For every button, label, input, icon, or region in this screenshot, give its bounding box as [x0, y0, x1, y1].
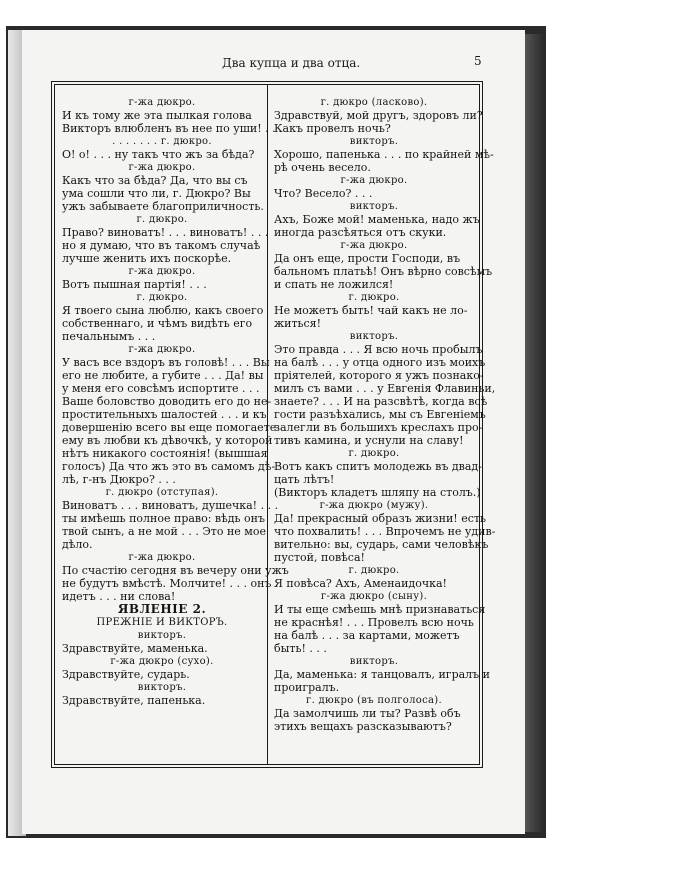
dialogue-line: Какъ что за бѣда? Да, что вы съ: [62, 174, 248, 187]
speaker-name: . . . . . . . г. дюкро.: [112, 136, 212, 147]
dialogue-line: быть! . . .: [274, 642, 327, 655]
dialogue-line: ему въ любви къ дѣвочкѣ, у которой: [62, 434, 273, 447]
dialogue-line: бальномъ платьѣ! Онъ вѣрно совсѣмъ: [274, 265, 493, 278]
dialogue-line: Викторъ влюбленъ въ нее по уши! . . .: [62, 122, 283, 135]
dialogue-line: лучше женить ихъ поскорѣе.: [62, 252, 232, 265]
dialogue-line: вительно: вы, сударь, сами человѣкъ: [274, 538, 489, 551]
speaker-name: викторъ.: [137, 630, 187, 641]
dialogue-line: Здравствуйте, сударь.: [62, 668, 190, 681]
dialogue-line: Я твоего сына люблю, какъ своего: [62, 304, 264, 317]
dialogue-line: Ваше боловство доводить его до не-: [62, 395, 272, 408]
dialogue-line: голосъ) Да что жъ это въ самомъ дѣ-: [62, 460, 276, 473]
page-number: 5: [474, 54, 482, 68]
dialogue-line: цать лѣтъ!: [274, 473, 335, 486]
dialogue-line: его не любите, а губите . . . Да! вы: [62, 369, 264, 382]
dialogue-line: Это правда . . . Я всю ночь пробылъ: [274, 343, 483, 356]
page-edge: [525, 34, 543, 832]
speaker-name: г. дюкро.: [348, 565, 400, 576]
speaker-name: г. дюкро (въ полголоса).: [306, 695, 442, 706]
dialogue-line: Что? Весело? . . .: [274, 187, 373, 200]
dialogue-line: дѣло.: [62, 538, 93, 551]
speaker-name: г. дюкро.: [348, 448, 400, 459]
speaker-name: г. дюкро.: [136, 292, 188, 303]
speaker-name: г-жа дюкро.: [128, 344, 196, 355]
speaker-name: г-жа дюкро (сухо).: [110, 656, 214, 667]
dialogue-line: (Викторъ кладетъ шляпу на столъ.): [274, 486, 481, 499]
dialogue-line: не краснѣя! . . . Провелъ всю ночь: [274, 616, 474, 629]
page-header: [22, 56, 525, 74]
dialogue-line: Да, маменька: я танцовалъ, игралъ и: [274, 668, 490, 681]
speaker-name: г-жа дюкро.: [340, 240, 408, 251]
dialogue-line: идетъ . . . ни слова!: [62, 590, 176, 603]
speaker-name: г-жа дюкро.: [128, 162, 196, 173]
speaker-name: г. дюкро (ласково).: [320, 97, 428, 108]
speaker-name: г-жа дюкро.: [128, 97, 196, 108]
speaker-name: викторъ.: [349, 201, 399, 212]
dialogue-line: иногда разсѣяться отъ скуки.: [274, 226, 447, 239]
speaker-name: г. дюкро.: [348, 292, 400, 303]
speaker-name: г-жа дюкро.: [128, 266, 196, 277]
dialogue-line: ты имѣешь полное право: вѣдь онъ: [62, 512, 265, 525]
left-column: [62, 96, 289, 707]
dialogue-line: простительныхъ шалостей . . . и къ: [62, 408, 267, 421]
dialogue-line: милъ съ вами . . . у Евгенія Флавиньи,: [274, 382, 496, 395]
speaker-name: викторъ.: [349, 656, 399, 667]
dialogue-line: залегли въ большихъ креслахъ про-: [274, 421, 483, 434]
dialogue-line: пустой, повѣса!: [274, 551, 365, 564]
dialogue-line: у меня его совсѣмъ испортите . . .: [62, 382, 260, 395]
dialogue-line: Да онъ еще, прости Господи, въ: [274, 252, 461, 265]
dialogue-line: нѣтъ никакого состоянія! (вышшая: [62, 447, 268, 460]
dialogue-line: Право? виноватъ! . . . виноватъ! . . .: [62, 226, 269, 239]
dialogue-line: лѣ, г-нъ Дюкро? . . .: [62, 473, 176, 486]
dialogue-line: не будутъ вмѣстѣ. Молчите! . . . онъ: [62, 577, 272, 590]
dialogue-line: печальнымъ . . .: [62, 330, 156, 343]
dialogue-line: Да! прекрасный образъ жизни! есть: [274, 512, 486, 525]
speaker-name: г-жа дюкро (сыну).: [320, 591, 428, 602]
dialogue-line: Вотъ какъ спитъ молодежь въ двад-: [274, 460, 482, 473]
dialogue-line: на балѣ . . . у отца одного изъ моихъ: [274, 356, 486, 369]
dialogue-line: По счастію сегодня въ вечеру они ужъ: [62, 564, 289, 577]
running-head: Два купца и два отца.: [222, 56, 361, 70]
dialogue-line: И ты еще смѣешь мнѣ признаваться: [274, 603, 486, 616]
right-column: [274, 96, 496, 733]
dialogue-line: и спать не ложился!: [274, 278, 394, 291]
scene-heading: ЯВЛЕНІЕ 2.: [117, 602, 207, 616]
dialogue-line: Здравствуйте, папенька.: [62, 694, 206, 707]
dialogue-line: житься!: [274, 317, 322, 330]
speaker-name: викторъ.: [137, 682, 187, 693]
dialogue-line: О! о! . . . ну такъ что жъ за бѣда?: [62, 148, 255, 161]
dialogue-line: твой сынъ, а не мой . . . Это не мое: [62, 525, 266, 538]
speaker-name: г-жа дюкро.: [340, 175, 408, 186]
dialogue-line: Я повѣса? Ахъ, Аменаидочка!: [274, 577, 447, 590]
dialogue-line: Здравствуйте, маменька.: [62, 642, 208, 655]
dialogue-line: Ахъ, Боже мой! маменька, надо жъ: [274, 213, 480, 226]
dialogue-line: ужъ забываете благоприличность.: [62, 200, 264, 213]
speaker-name: викторъ.: [349, 136, 399, 147]
dialogue-line: рѣ очень весело.: [274, 161, 371, 174]
dialogue-line: гости разъѣхались, мы съ Евгеніемъ: [274, 408, 486, 421]
dialogue-line: тивъ камина, и уснули на славу!: [274, 434, 464, 447]
dialogue-line: Да замолчишь ли ты? Развѣ объ: [274, 707, 461, 720]
dialogue-line: пріятелей, которого я ужъ познако-: [274, 369, 484, 382]
dialogue-line: этихъ вещахъ разсказываютъ?: [274, 720, 452, 733]
dialogue-line: знаете? . . . И на разсвѣтѣ, когда всѣ: [274, 395, 488, 408]
speaker-name: г-жа дюкро (мужу).: [319, 500, 429, 511]
dialogue-line: но я думаю, что въ такомъ случаѣ: [62, 239, 261, 252]
dialogue-line: Хорошо, папенька . . . по крайней мѣ-: [274, 148, 494, 161]
dialogue-line: Виноватъ . . . виноватъ, душечка! . . .: [62, 499, 279, 512]
dialogue-line: У васъ все вздоръ въ головѣ! . . . Вы: [62, 356, 270, 369]
dialogue-line: на балѣ . . . за картами, можетъ: [274, 629, 460, 642]
scene-cast: ПРЕЖНІЕ И ВИКТОРЪ.: [96, 617, 228, 628]
dialogue-line: проигралъ.: [274, 681, 340, 694]
speaker-name: викторъ.: [349, 331, 399, 342]
dialogue-line: что похвалить! . . . Впрочемъ не удив-: [274, 525, 496, 538]
dialogue-line: Какъ провелъ ночь?: [274, 122, 391, 135]
speaker-name: г. дюкро.: [136, 214, 188, 225]
dialogue-line: Вотъ пышная партія! . . .: [62, 278, 207, 291]
dialogue-line: собственнаго, и чѣмъ видѣть его: [62, 317, 253, 330]
speaker-name: г. дюкро (отступая).: [105, 487, 219, 498]
dialogue-line: Не можетъ быть! чай какъ не ло-: [274, 304, 468, 317]
dialogue-line: Здравствуй, мой другъ, здоровъ ли?: [274, 109, 483, 122]
dialogue-line: ума сошли что ли, г. Дюкро? Вы: [62, 187, 251, 200]
speaker-name: г-жа дюкро.: [128, 552, 196, 563]
dialogue-line: довершенію всего вы еще помогаете: [62, 421, 277, 434]
dialogue-line: И къ тому же эта пылкая голова: [62, 109, 252, 122]
